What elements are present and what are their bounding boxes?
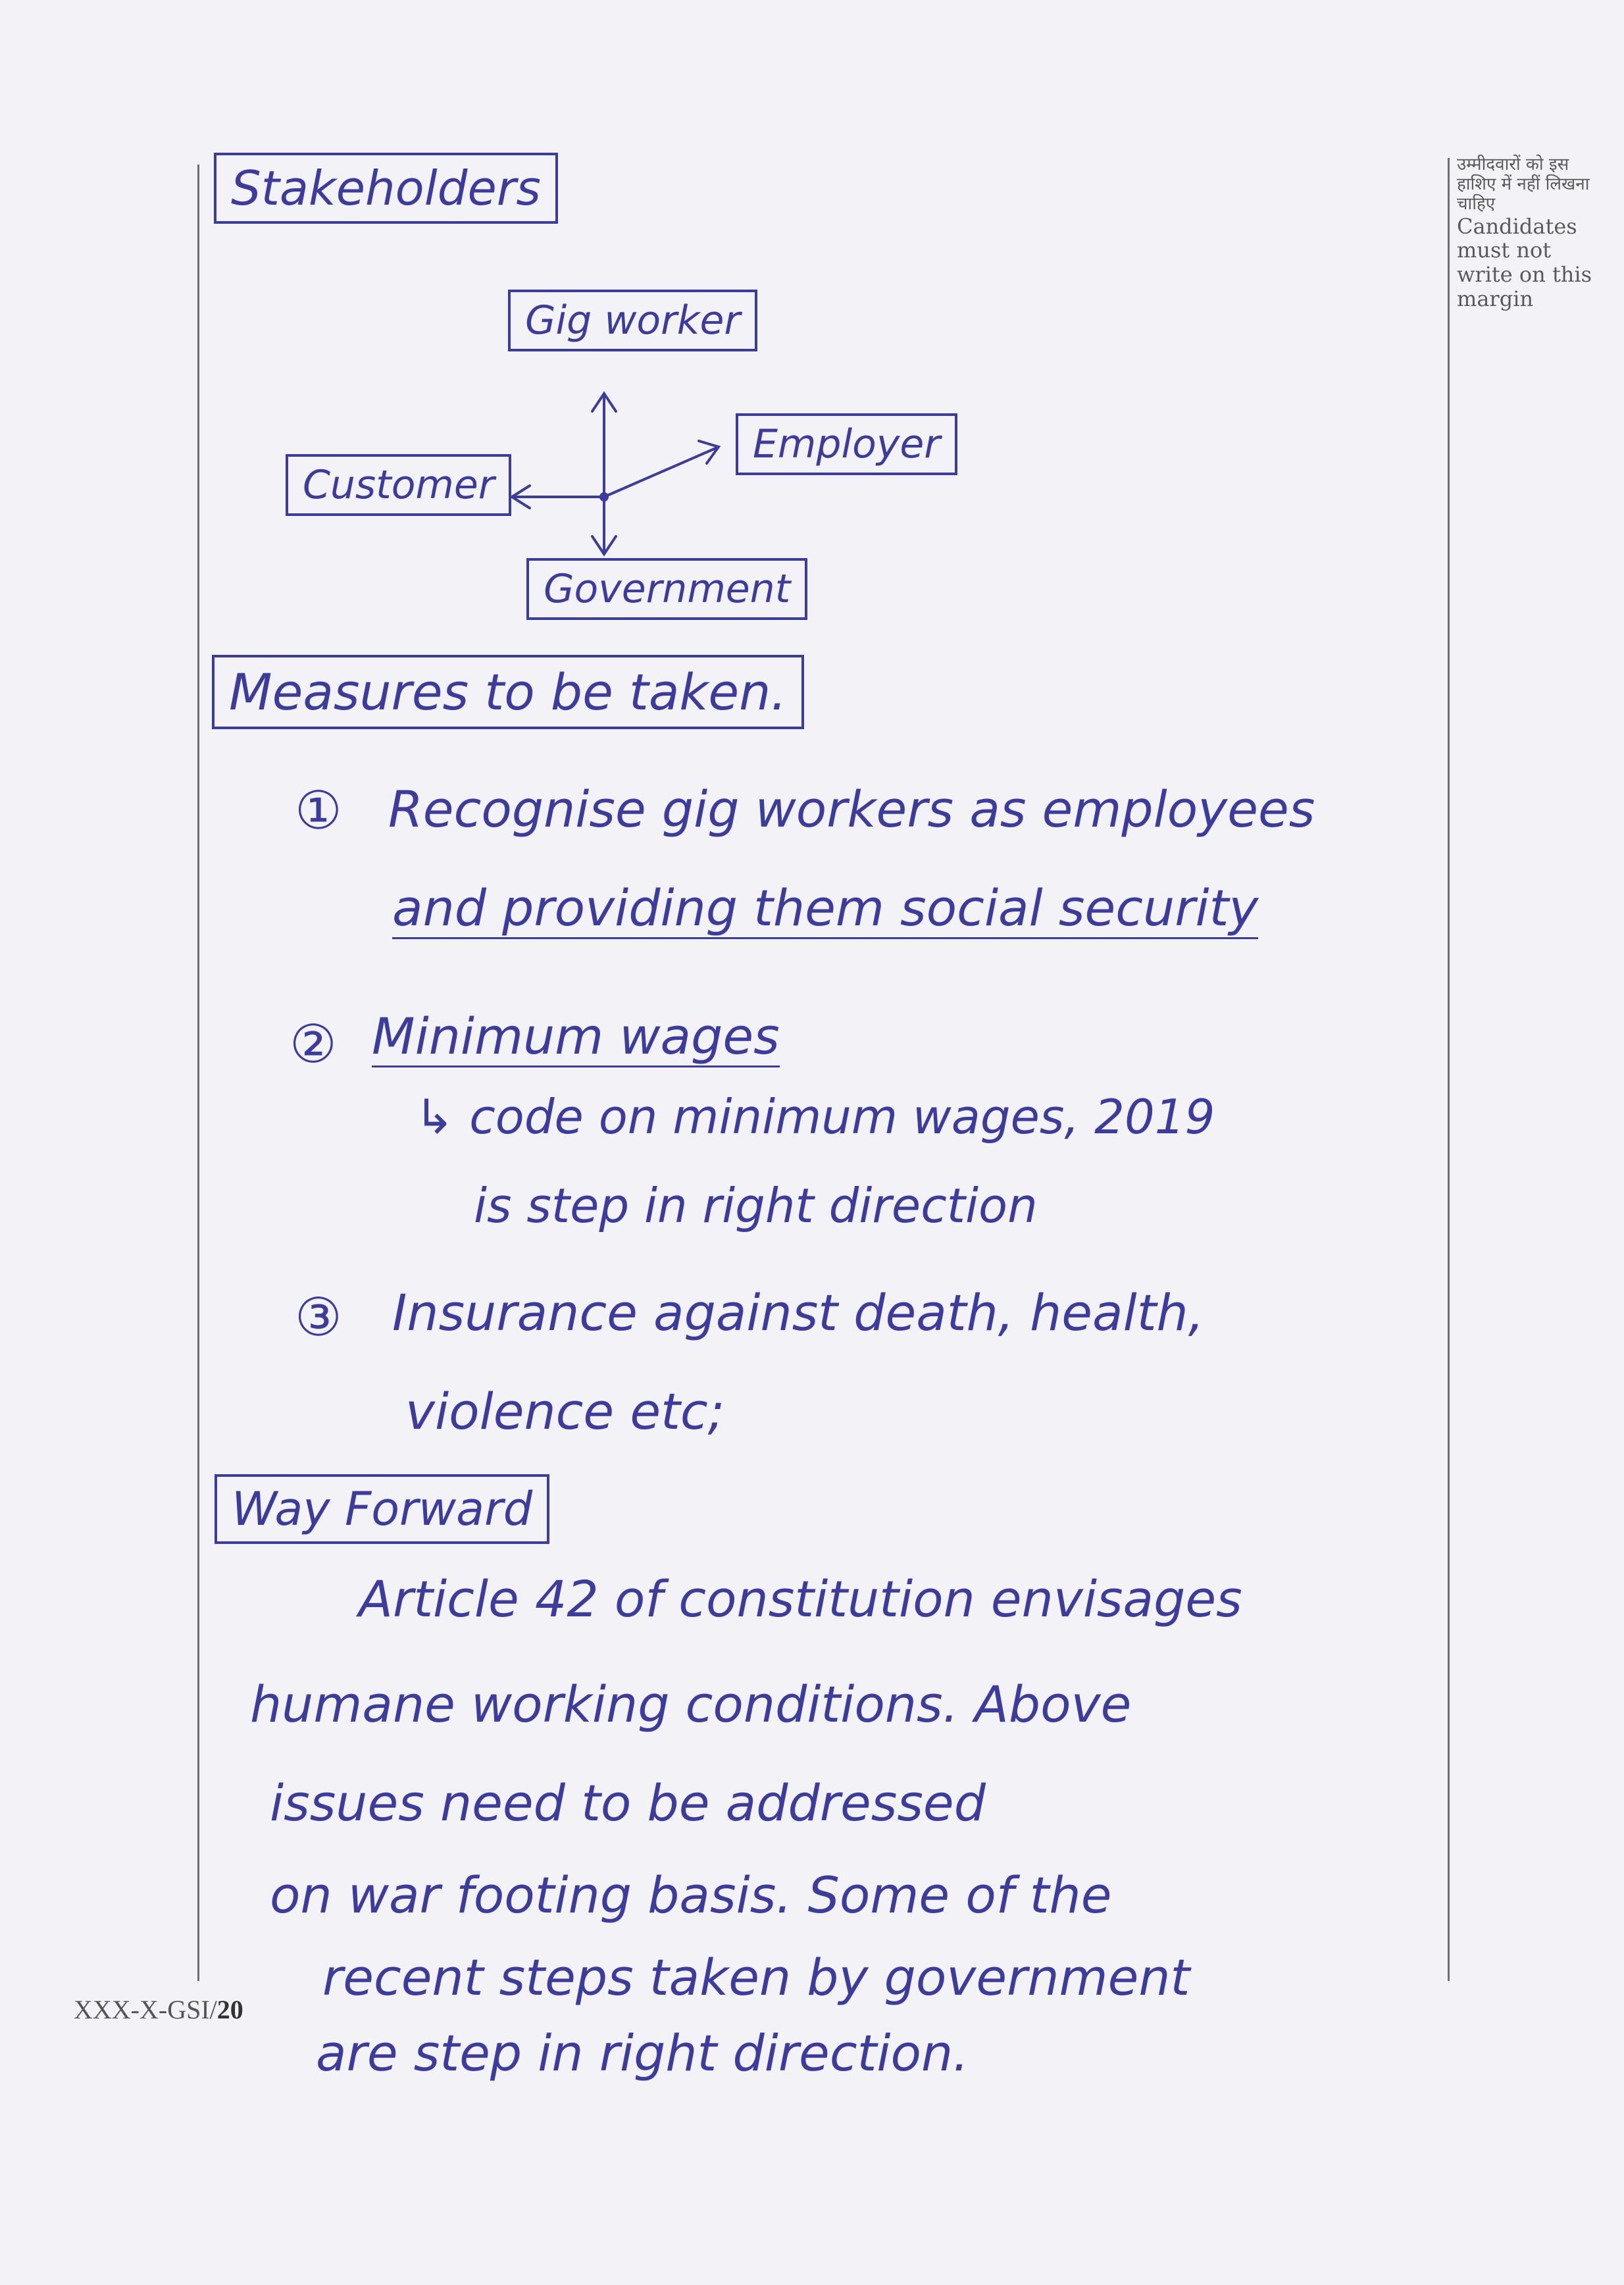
stakeholder-employer: Employer (736, 413, 957, 475)
stakeholder-gig-worker: Gig worker (508, 290, 757, 351)
measure-2-number: ② (290, 1014, 337, 1075)
measure-1-line2: and providing them social security (392, 879, 1258, 939)
measure-3-line2: violence etc; (405, 1382, 725, 1441)
stakeholders-heading: Stakeholders (214, 153, 558, 224)
margin-instruction-hindi: उम्मीदवारों को इस हाशिए में नहीं लिखना चाहिए (1457, 155, 1590, 214)
arrow-right (604, 448, 717, 497)
way-forward-heading: Way Forward (215, 1474, 549, 1544)
measure-2-line1: ↳ code on minimum wages, 2019 (415, 1089, 1215, 1144)
measure-1-line1: Recognise gig workers as employees (388, 780, 1315, 838)
way-forward-line4: on war footing basis. Some of the (270, 1866, 1112, 1924)
stakeholder-government: Government (526, 558, 807, 620)
arrow-junction-dot (599, 492, 609, 501)
measure-3-number: ③ (295, 1287, 342, 1348)
paper-code-prefix: XXX-X-GSI/ (74, 1995, 217, 2024)
measure-2-title: Minimum wages (372, 1007, 780, 1067)
way-forward-line5: recent steps taken by government (322, 1948, 1190, 2007)
way-forward-line6: are step in right direction. (316, 2024, 969, 2082)
way-forward-line2: humane working conditions. Above (250, 1675, 1132, 1733)
measure-2-line2: is step in right direction (474, 1178, 1038, 1233)
stakeholder-customer: Customer (286, 454, 511, 516)
page-number: 20 (216, 1995, 243, 2024)
margin-instruction-english: Candidates must not write on this margin (1457, 213, 1592, 312)
measure-3-line1: Insurance against death, health, (392, 1283, 1204, 1342)
measures-heading: Measures to be taken. (212, 655, 804, 729)
way-forward-line1: Article 42 of constitution envisages (359, 1570, 1242, 1628)
way-forward-line3: issues need to be addressed (270, 1774, 986, 1832)
measure-1-number: ① (295, 780, 342, 841)
